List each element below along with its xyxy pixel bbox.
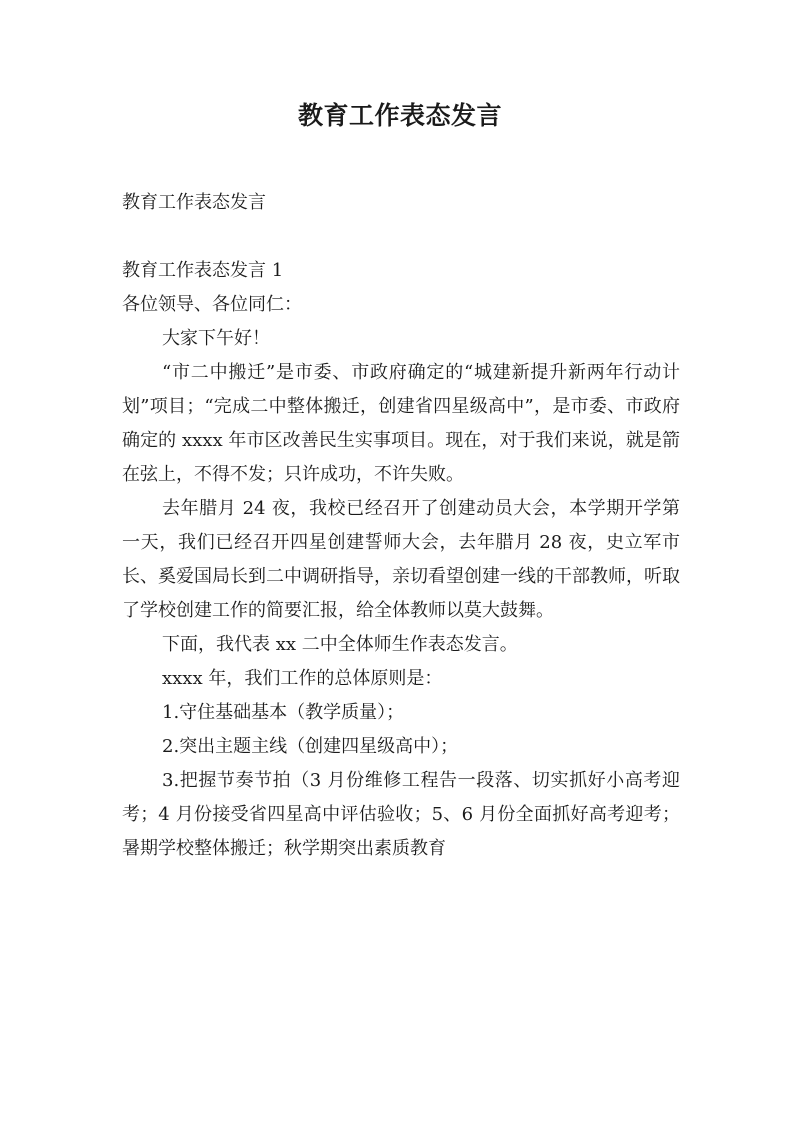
paragraph-principles-intro: xxxx 年，我们工作的总体原则是：	[162, 668, 443, 689]
document-body	[122, 186, 680, 866]
principle-item-2: 2.突出主题主线（创建四星级高中）；	[162, 736, 459, 757]
principle-item-3: 3.把握节奏节拍（3 月份维修工程告一段落、切实抓好小高考迎考；4 月份接受省四星高中评估验收；5、6 月份全面抓好高考迎考；暑期学校整体搬迁；秋学期突出素质教育	[122, 770, 680, 859]
paragraph-greeting: 大家下午好！	[162, 328, 270, 349]
document-subtitle: 教育工作表态发言	[122, 192, 266, 213]
document-title: 教育工作表态发言	[297, 101, 502, 130]
paragraph-meetings: 去年腊月 24 夜，我校已经召开了创建动员大会，本学期开学第一天，我们已经召开四星创建誓师大会，去年腊月 28 夜，史立军市长、奚爱国局长到二中调研指导，亲切看望创建一线的干部教师，听取了学校创建工作的简要汇报，给全体教师以莫大鼓舞。	[122, 498, 680, 621]
paragraph-statement-intro: 下面，我代表 xx 二中全体师生作表态发言。	[162, 634, 518, 655]
paragraph-relocation: “市二中搬迁”是市委、市政府确定的“城建新提升新两年行动计划”项目；“完成二中整体搬迁，创建省四星级高中”，是市委、市政府确定的 xxxx 年市区改善民生实事项目。现在，对于我们来说，就是箭在弦上，不得不发；只许成功，不许失败。	[122, 362, 680, 485]
section-heading: 教育工作表态发言 1	[122, 260, 284, 281]
salutation: 各位领导、各位同仁：	[122, 294, 302, 315]
principle-item-1: 1.守住基础基本（教学质量）；	[162, 702, 405, 723]
